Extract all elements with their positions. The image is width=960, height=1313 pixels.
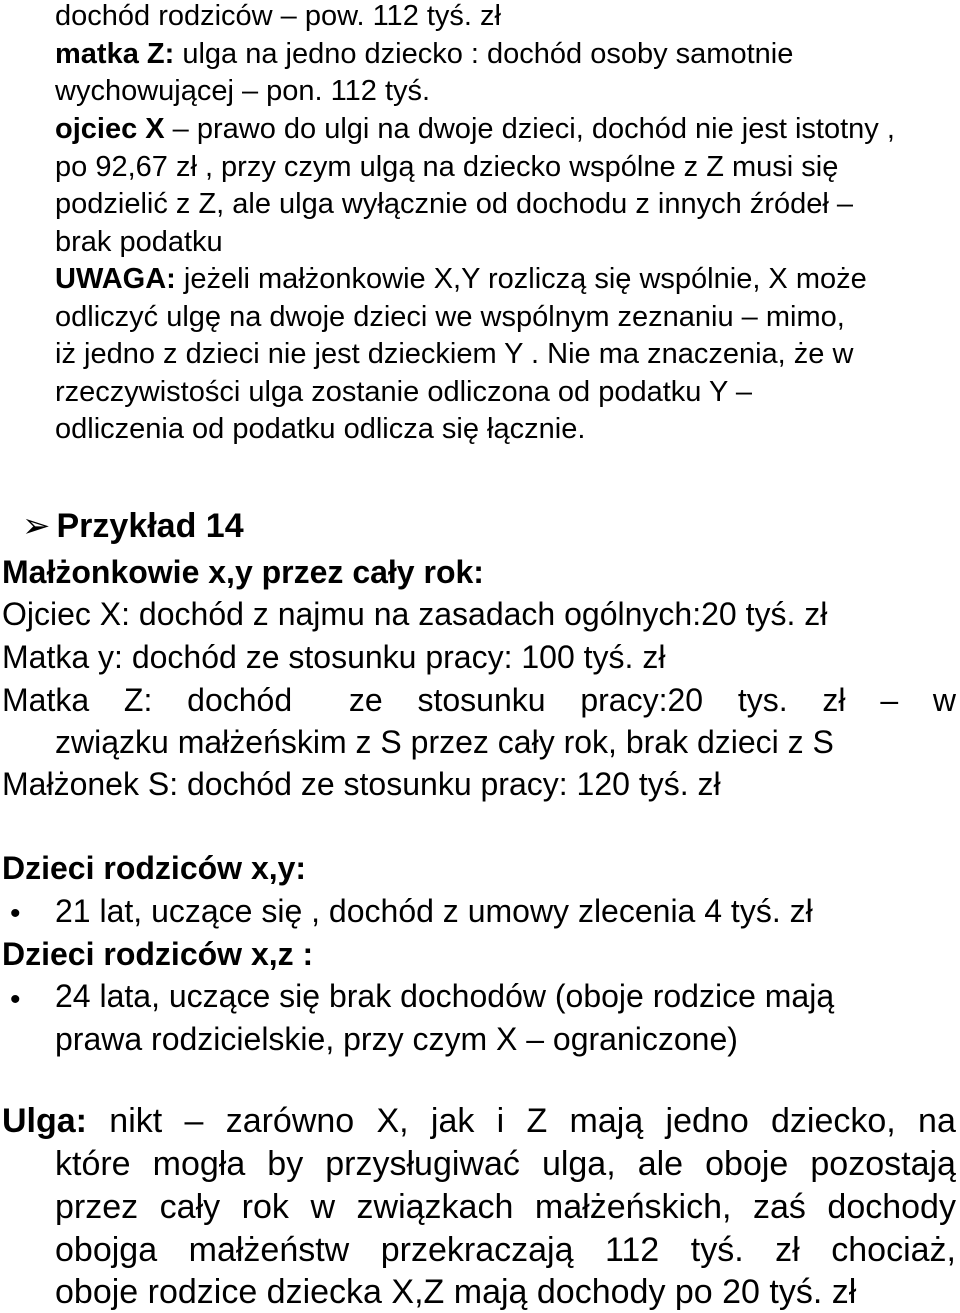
word: zaś (752, 1188, 806, 1226)
word: małżeństw (188, 1231, 350, 1269)
justified-line (55, 1147, 956, 1181)
text-line: odliczyć ulgę na dwoje dzieci we wspólnym zeznaniu – mimo, (55, 301, 845, 333)
text-line: odliczenia od podatku odlicza się łącznie. (55, 413, 586, 445)
text-span: – prawo do ulgi na dwoje dzieci, dochód nie jest istotny , (164, 113, 895, 145)
word: Z (526, 1102, 548, 1140)
word: i (496, 1102, 505, 1140)
word: małżeńskich, (534, 1188, 732, 1226)
word: ze (348, 682, 383, 718)
word: mogła (152, 1145, 246, 1183)
label-bold: UWAGA: (55, 263, 176, 295)
example-title: Przykład 14 (56, 507, 244, 545)
word: rok (241, 1188, 289, 1226)
justified-line (2, 684, 956, 716)
word: nikt (109, 1102, 163, 1140)
text-line (55, 265, 867, 294)
word: przysługiwać (325, 1145, 520, 1183)
section-heading: Dzieci rodziców x,y: (2, 850, 307, 886)
arrow-bullet-icon: ➢ (22, 507, 51, 545)
word: Matka (2, 682, 90, 718)
word: pracy:20 (580, 682, 704, 718)
word: – (184, 1102, 204, 1140)
list-item: 21 lat, uczące się , dochód z umowy zlecenia 4 tyś. zł (55, 893, 813, 929)
word: chociaż, (831, 1231, 956, 1269)
word: zł (822, 682, 846, 718)
text-line: brak podatku (55, 226, 223, 258)
text-line: wychowującej – pon. 112 tyś. (55, 75, 431, 107)
list-item: 24 lata, uczące się brak dochodów (oboje rodzice mają (55, 978, 835, 1014)
word: Z: (123, 682, 153, 718)
example-subtitle: Małżonkowie x,y przez cały rok: (2, 554, 484, 590)
word: ulga, (541, 1145, 616, 1183)
text-line (55, 40, 793, 69)
text-span: jeżeli małżonkowie X,Y rozliczą się wspólnie, X może (175, 263, 867, 295)
word: – (880, 682, 899, 718)
text-line: podzielić z Z, ale ulga wyłącznie od dochodu z innych źródeł – (55, 188, 853, 220)
text-line: związku małżeńskim z S przez cały rok, brak dzieci z S (55, 724, 834, 760)
word: X, (376, 1102, 409, 1140)
text-line: Matka y: dochód ze stosunku pracy: 100 tyś. zł (2, 639, 666, 675)
word: dochód (187, 682, 293, 718)
word: w (932, 682, 956, 718)
text-line (55, 115, 895, 144)
label-bold: matka Z: (55, 38, 175, 70)
word: zł (775, 1231, 800, 1269)
text-line: rzeczywistości ulga zostanie odliczona od podatku Y – (55, 376, 752, 408)
word: ale (637, 1145, 684, 1183)
bullet-icon: • (10, 897, 21, 930)
word: dochody (827, 1188, 956, 1226)
text-line: po 92,67 zł , przy czym ulgą na dziecko wspólne z Z musi się (55, 151, 839, 183)
text-line: dochód rodziców – pow. 112 tyś. zł (55, 0, 501, 32)
justified-line (55, 1190, 956, 1224)
word: cały (159, 1188, 221, 1226)
word: jedno (665, 1102, 749, 1140)
label-bold: ojciec X (55, 113, 165, 145)
word: które (55, 1145, 131, 1183)
word: na (918, 1102, 956, 1140)
label-bold: Ulga: (2, 1102, 87, 1140)
text-span: ulga na jedno dziecko : dochód osoby samotnie (174, 38, 794, 70)
word: zarówno (225, 1102, 355, 1140)
example-heading (22, 509, 244, 543)
word: mają (569, 1102, 644, 1140)
word: przekraczają (380, 1231, 574, 1269)
word: pozostają (810, 1145, 956, 1183)
word: 112 (605, 1231, 660, 1269)
word: oboje (705, 1145, 789, 1183)
text-line: Ojciec X: dochód z najmu na zasadach ogólnych:20 tyś. zł (2, 596, 828, 632)
list-item: prawa rodzicielskie, przy czym X – ograniczone) (55, 1021, 738, 1057)
word: dziecko, (771, 1102, 896, 1140)
word: przez (55, 1188, 139, 1226)
word: tys. (737, 682, 788, 718)
section-heading: Dzieci rodziców x,z : (2, 936, 314, 972)
word: związkach (356, 1188, 514, 1226)
word: tyś. (690, 1231, 744, 1269)
text-line: oboje rodzice dziecka X,Z mają dochody po 20 tyś. zł (55, 1273, 857, 1311)
word: stosunku (417, 682, 546, 718)
word: by (267, 1145, 304, 1183)
justified-line (2, 1104, 956, 1138)
justified-line (55, 1233, 956, 1267)
word: jak (430, 1102, 475, 1140)
text-line: iż jedno z dzieci nie jest dzieckiem Y . Nie ma znaczenia, że w (55, 338, 854, 370)
word: obojga (55, 1231, 158, 1269)
word: w (310, 1188, 335, 1226)
text-line: Małżonek S: dochód ze stosunku pracy: 120 tyś. zł (2, 766, 721, 802)
bullet-icon: • (10, 983, 21, 1016)
